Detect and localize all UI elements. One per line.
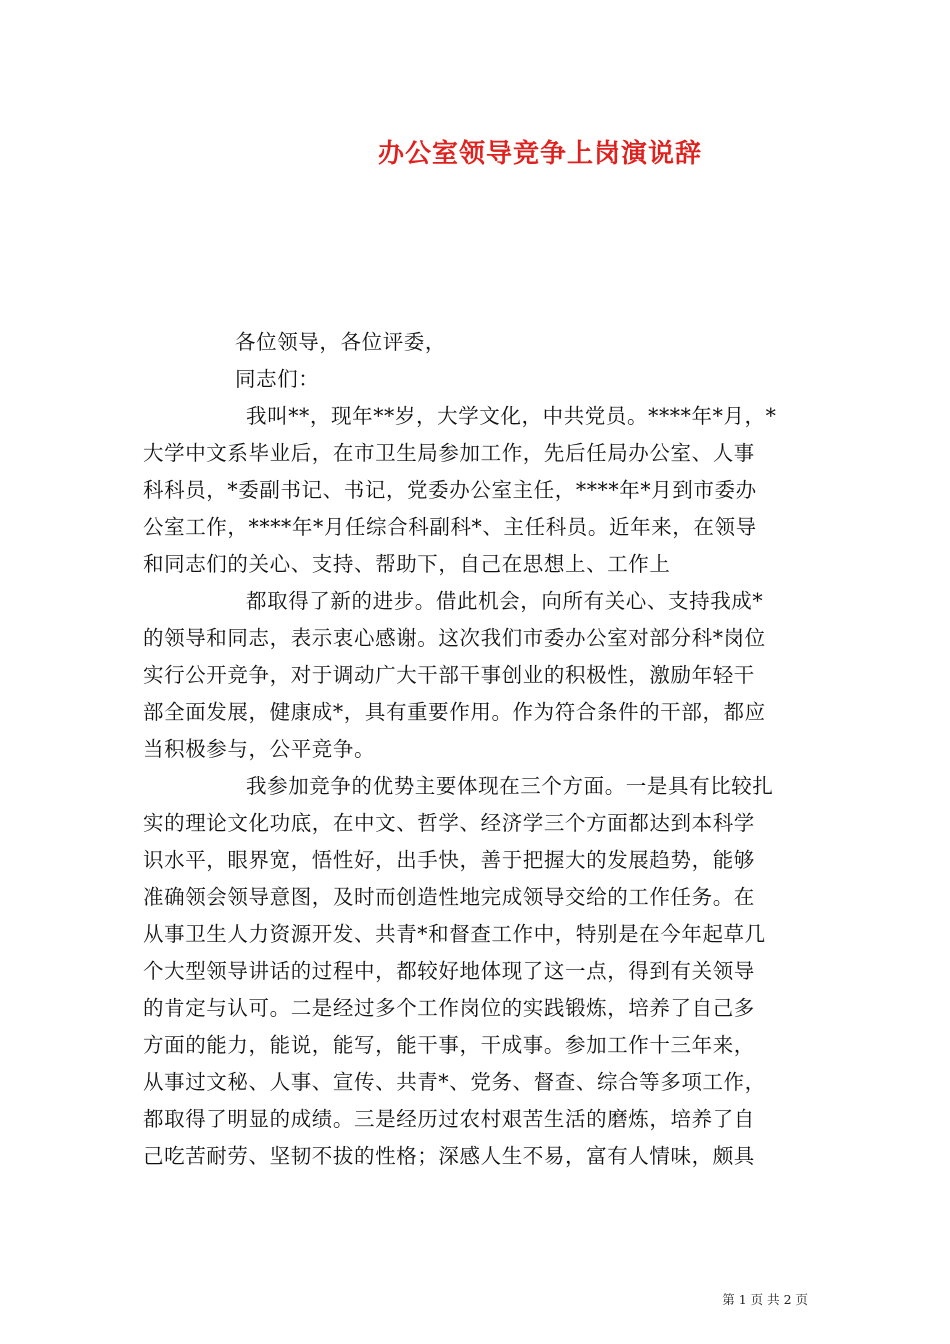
document-body [143,324,813,1175]
text-line: 同志们： [235,367,320,391]
text-line: 识水平，眼界宽，悟性好，出手快，善于把握大的发展趋势，能够 [143,848,755,872]
text-line: 从事过文秘、人事、宣传、共青*、党务、督查、综合等多项工作， [143,1070,766,1094]
text-line: 实行公开竞争，对于调动广大干部干事创业的积极性，激励年轻干 [143,663,755,687]
text-line: 科科员，*委副书记、书记，党委办公室主任，****年*月到市委办 [143,478,757,502]
text-line: 大学中文系毕业后，在市卫生局参加工作，先后任局办公室、人事 [143,441,755,465]
document-title: 办公室领导竞争上岗演说辞 [377,139,702,169]
page-number-footer: 第 1 页 共 2 页 [722,1292,808,1307]
text-line: 部全面发展，健康成*，具有重要作用。作为符合条件的干部，都应 [143,700,766,724]
text-line: 公室工作，****年*月任综合科副科*、主任科员。近年来，在领导 [143,515,757,539]
text-line: 各位领导，各位评委， [235,330,446,354]
text-line: 方面的能力，能说，能写，能干事，干成事。参加工作十三年来， [143,1033,755,1057]
text-line: 我叫**，现年**岁，大学文化，中共党员。****年*月，* [246,404,777,428]
text-line: 和同志们的关心、支持、帮助下，自己在思想上、工作上 [143,552,671,576]
text-line: 我参加竞争的优势主要体现在三个方面。一是具有比较扎 [246,774,774,798]
text-line: 的领导和同志，表示衷心感谢。这次我们市委办公室对部分科*岗位 [143,626,766,650]
text-line: 的肯定与认可。二是经过多个工作岗位的实践锻炼，培养了自己多 [143,996,755,1020]
text-line: 个大型领导讲话的过程中，都较好地体现了这一点，得到有关领导 [143,959,755,983]
text-line: 从事卫生人力资源开发、共青*和督查工作中，特别是在今年起草几 [143,922,766,946]
text-line: 都取得了新的进步。借此机会，向所有关心、支持我成* [246,589,764,613]
text-line: 都取得了明显的成绩。三是经历过农村艰苦生活的磨炼，培养了自 [143,1107,755,1131]
text-line: 当积极参与，公平竞争。 [143,737,376,761]
text-line: 己吃苦耐劳、坚韧不拔的性格；深感人生不易，富有人情味，颇具 [143,1144,755,1168]
text-line: 实的理论文化功底，在中文、哲学、经济学三个方面都达到本科学 [143,811,755,835]
text-line: 准确领会领导意图，及时而创造性地完成领导交给的工作任务。在 [143,885,755,909]
